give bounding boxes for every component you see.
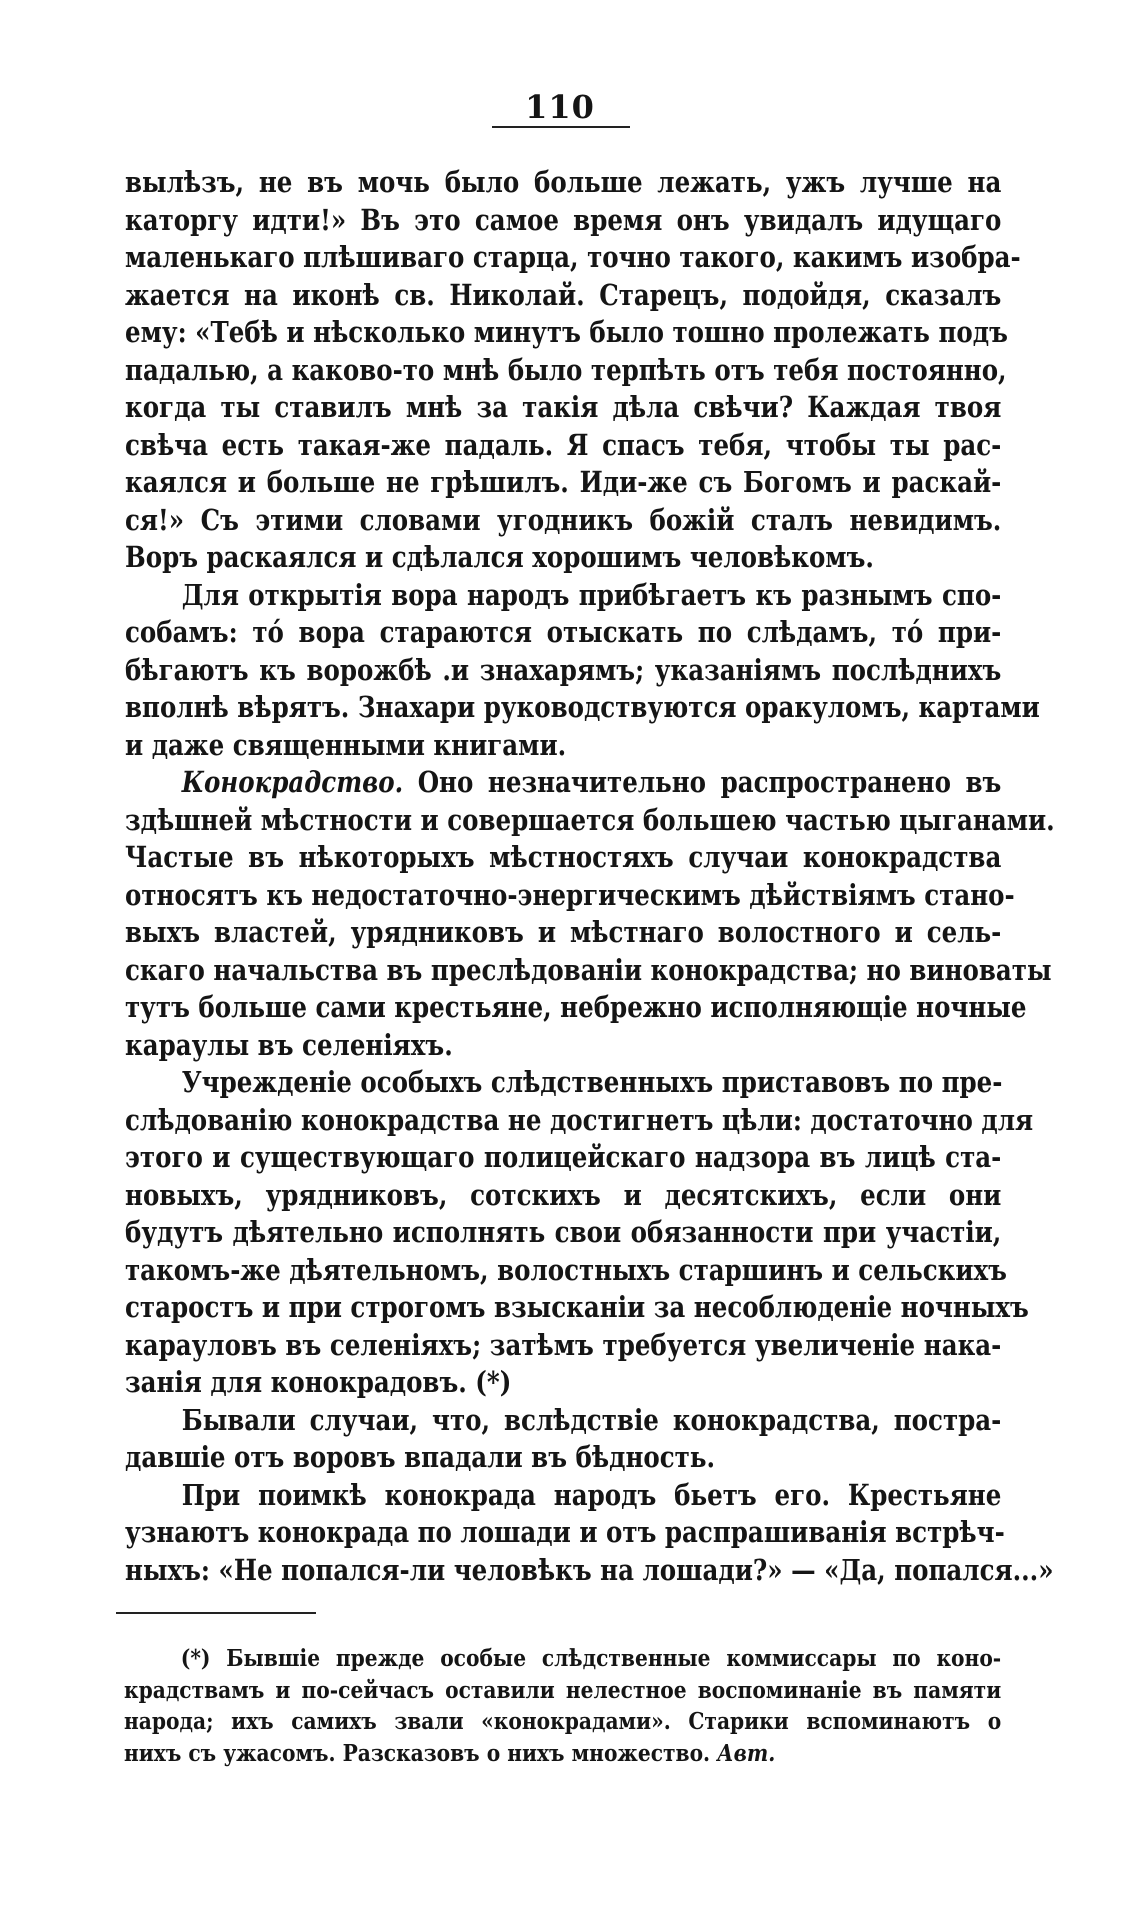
text-line: Бывали случаи, что, вслѣдствіе конокрадства, постра-	[181, 1402, 1002, 1437]
text-line: Для открытія вора народъ прибѣгаетъ къ разнымъ спо-	[181, 577, 1002, 612]
text-line: Частые въ нѣкоторыхъ мѣстностяхъ случаи конокрадства	[125, 840, 1002, 874]
text-line: и даже священными книгами.	[125, 727, 567, 762]
section-heading-horse-theft: Конокрадство.	[181, 765, 404, 799]
footnote-line: крадствамъ и по-сейчасъ оставили нелестное воспоминаніе въ памяти	[124, 1675, 1002, 1704]
footnote-line: (*) Бывшіе прежде особые слѣдственные коммиссары по коно-	[180, 1644, 1002, 1672]
page-number: 110	[525, 88, 595, 126]
text-line: падалью, а каково-то мнѣ было терпѣть отъ тебя постоянно,	[125, 352, 1007, 387]
text-line: жается на иконѣ св. Николай. Старецъ, подойдя, сказалъ	[125, 277, 1002, 312]
text-line: вылѣзъ, не въ мочь было больше лежать, ужъ лучше на	[125, 165, 1002, 199]
text-line: слѣдованію конокрадства не достигнетъ цѣли: достаточно для	[125, 1102, 1034, 1137]
text-line: скаго начальства въ преслѣдованіи конокрадства; но виноваты	[125, 952, 1052, 987]
text-line: караулы въ селеніяхъ.	[125, 1027, 453, 1062]
footnote-line: народа; ихъ самихъ звали «конокрадами». Старики вспоминаютъ о	[124, 1707, 1002, 1735]
text-line: выхъ властей, урядниковъ и мѣстнаго волостного и сель-	[125, 915, 1002, 949]
text-line: ныхъ: «Не попался-ли человѣкъ на лошади?» — «Да, попался...»	[125, 1552, 1054, 1587]
text-line: когда ты ставилъ мнѣ за такія дѣла свѣчи? Каждая твоя	[125, 390, 1002, 424]
main-text	[125, 164, 1055, 1589]
text-line: каторгу идти!» Въ это самое время онъ увидалъ идущаго	[125, 202, 1002, 237]
text-line: вполнѣ вѣрятъ. Знахари руководствуются оракуломъ, картами	[125, 690, 1040, 724]
footnote-line-with-signature	[124, 1738, 1001, 1770]
text-line: занія для конокрадовъ. (*)	[125, 1365, 512, 1399]
footnote	[124, 1643, 1001, 1769]
text-line: узнаютъ конокрада по лошади и отъ распрашиванія встрѣч-	[125, 1515, 1005, 1549]
text-line: давшіе отъ воровъ впадали въ бѣдность.	[125, 1440, 716, 1474]
text-line: относятъ къ недостаточно-энергическимъ дѣйствіямъ стано-	[125, 877, 1015, 912]
text-line: карауловъ въ селеніяхъ; затѣмъ требуется увеличеніе нака-	[125, 1327, 1002, 1362]
text-line: собамъ: то́ вора стараются отыскать по слѣдамъ, то́ при-	[125, 615, 1002, 649]
text-line: бѣгаютъ къ ворожбѣ .и знахарямъ; указаніямъ послѣднихъ	[125, 652, 1002, 687]
text-line: этого и существующаго полицейскаго надзора въ лицѣ ста-	[125, 1140, 1002, 1174]
text-line-with-heading	[125, 764, 1001, 802]
text-line: ся!» Съ этими словами угодникъ божій сталъ невидимъ.	[125, 502, 1002, 537]
text-line: каялся и больше не грѣшилъ. Иди-же съ Богомъ и раскай-	[125, 465, 1002, 499]
text-line: При поимкѣ конокрада народъ бьетъ его. Крестьяне	[181, 1477, 1002, 1512]
text-line: такомъ-же дѣятельномъ, волостныхъ старшинъ и сельскихъ	[125, 1252, 1007, 1287]
page-number-rule	[492, 126, 630, 128]
text-line: старостъ и при строгомъ взысканіи за несоблюденіе ночныхъ	[125, 1290, 1029, 1324]
text-line: Учрежденіе особыхъ слѣдственныхъ приставовъ по пре-	[181, 1065, 1003, 1099]
text-line: свѣча есть такая-же падаль. Я спасъ тебя, чтобы ты рас-	[125, 427, 1002, 462]
footnote-rule	[116, 1612, 316, 1614]
text-line: ему: «Тебѣ и нѣсколько минутъ было тошно пролежать подъ	[125, 315, 1008, 349]
text-line: тутъ больше сами крестьяне, небрежно исполняющіе ночные	[125, 990, 1027, 1024]
footnote-author-abbrev: Авт.	[717, 1738, 776, 1767]
text-line: здѣшней мѣстности и совершается большею частью цыганами.	[125, 802, 1055, 837]
text-line-rest: Оно незначительно распространено въ	[417, 765, 1002, 799]
text-line: будутъ дѣятельно исполнять свои обязанности при участіи,	[125, 1215, 1002, 1249]
footnote-line-text: нихъ съ ужасомъ. Разсказовъ о нихъ множество.	[124, 1738, 711, 1767]
text-line: Воръ раскаялся и сдѣлался хорошимъ человѣкомъ.	[125, 540, 874, 574]
text-line: новыхъ, урядниковъ, сотскихъ и десятскихъ, если они	[125, 1177, 1002, 1212]
text-line: маленькаго плѣшиваго старца, точно такого, какимъ изобра-	[125, 240, 1021, 274]
